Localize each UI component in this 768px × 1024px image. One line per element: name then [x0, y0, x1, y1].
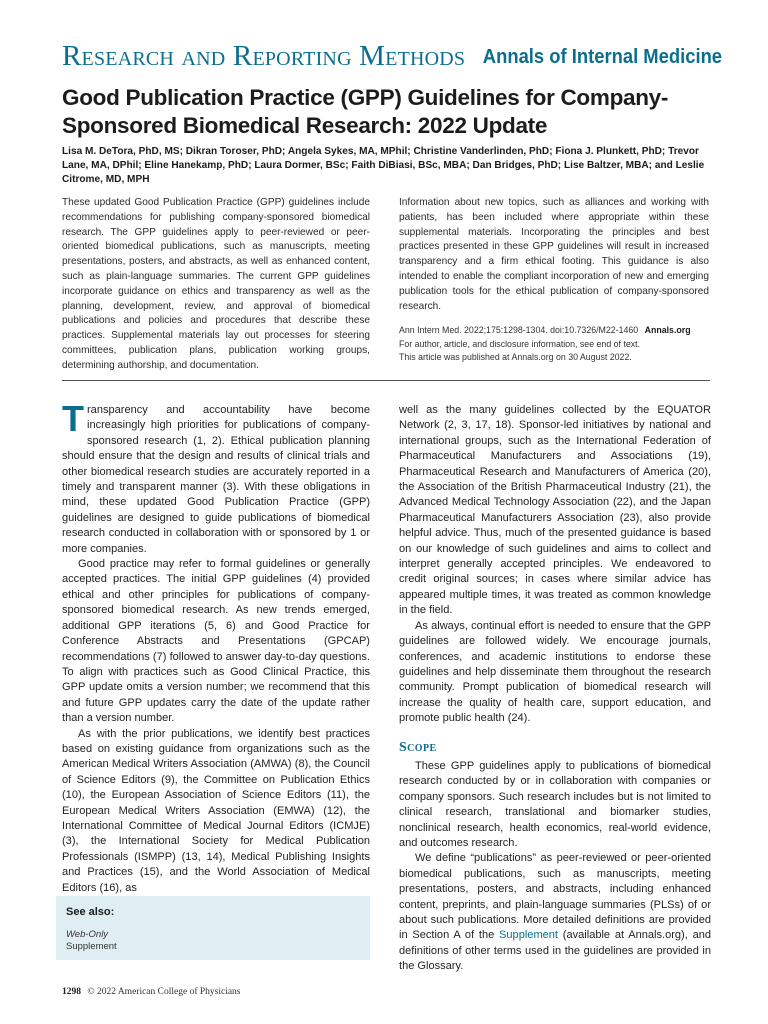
section-divider [62, 380, 710, 381]
paragraph: As always, continual effort is needed to ensure that the GPP guidelines are followed widely. We encourage journals, conferences, and academic institutions to endorse these guidelines and help disseminate them throughout the research community. Prompt publication of biomedical research will increase the quality of health care, support education, and promote public health (24). [399, 619, 711, 725]
body-column-left [62, 398, 370, 896]
scope-heading: Scope [399, 739, 437, 755]
disclosure-note: For author, article, and disclosure information, see end of text. [399, 338, 641, 349]
journal-name: Annals of Internal Medicine [482, 46, 722, 68]
section-title: Research and Reporting Methods [62, 40, 466, 72]
see-also-box [56, 896, 370, 960]
see-also-title: See also: [66, 906, 115, 918]
page-number: 1298 [62, 987, 81, 997]
paragraph: These GPP guidelines apply to publications of biomedical research conducted by or in collaboration with companies or company sponsors. Such research includes but is not limited to clinical research, translational and biomarker studies, nonclinical research, health economics, real-world evidence, and outcomes research. [399, 759, 711, 849]
citation-line [399, 324, 719, 338]
author-list: Lisa M. DeTora, PhD, MS; Dikran Toroser, PhD; Angela Sykes, MA, MPhil; Christine Vanderlinden, PhD; Fiona J. Plunkett, PhD; Trevor Lane, MA, DPhil; Eline Hanekamp, PhD; Laura Dormer, BSc; Faith DiBiasi, BSc, MBA; Dan Bridges, PhD; Lise Baltzer, MBA; and Leslie Citrome, MD, MPH [62, 146, 705, 186]
paragraph-text: (available at Annals.org), and definitions of other terms used in the guidelines are provided in the Glossary. [399, 929, 711, 973]
paragraph [399, 851, 711, 974]
annals-link[interactable]: Annals.org [644, 325, 691, 335]
paragraph-text: ransparency and accountability have become increasingly high priorities for publications of company-sponsored research (1, 2). Ethical publication planning should ensure that the design and results of clinical trials and other biomedical research studies are accurately reported in a timely and transparent manner (3). With these obligations in mind, these updated Good Publication Practice (GPP) guidelines are designed to guide publications of biomedical research conducted in collaboration with or sponsored by 1 or more companies. [62, 404, 370, 555]
paragraph-text: We define “publications” as peer-reviewed or peer-oriented biomedical publications, such as manuscripts, meeting presentations, posters, and abstracts, including enhanced content, preprints, and plain-language summaries (PLSs) of or about such publications. More detailed definitions are provided in Section A of the [399, 852, 711, 942]
paragraph [62, 398, 370, 557]
see-also-web-only: Web-Only [66, 929, 109, 940]
citation-block [399, 324, 719, 365]
see-also-supplement-link[interactable]: Supplement [66, 941, 117, 952]
citation-ref: Ann Intern Med. 2022;175:1298-1304. doi:10.7326/M22-1460 [399, 325, 639, 335]
paragraph: Good practice may refer to formal guidelines or generally accepted practices. The initial GPP guidelines (4) provided ethical and other principles for publications of company-sponsored biomedical research. As new trends emerged, additional GPP iterations (5, 6) and Good Practice for Conference Abstracts and Presentations (GPCAP) recommendations (7) followed to answer day-to-day questions. To align with practices such as Good Clinical Practice, this GPP update omits a version number; we recommend that this and future GPP updates carry the date of the update rather than a version number. [62, 558, 370, 725]
body-column-right [399, 403, 711, 975]
drop-cap: T [62, 398, 84, 439]
paragraph: As with the prior publications, we identify best practices based on existing guidance from organizations such as the American Medical Writers Association (AMWA) (8), the Council of Science Editors (9), the Committee on Publication Ethics (10), the European Association of Science Editors (11), the European Medical Writers Association (EMWA) (12), the International Committee of Medical Journal Editors (ICMJE) (3), the International Society for Medical Publication Professionals (ISMPP) (13, 14), Medical Publishing Insights and Practices (15), and the World Association of Medical Editors (16), as [62, 727, 370, 894]
paragraph: well as the many guidelines collected by the EQUATOR Network (2, 3, 17, 18). Sponsor-led initiatives by national and international groups, such as the International Federation of Pharmaceutical Manufacturers and Associations (19), Pharmaceutical Research and Manufacturers of America (20), the Association of the British Pharmaceutical Industry (21), the Advanced Medical Technology Association (22), and the Japan Pharmaceutical Manufacturers Association (23), also provide helpful advice. Thus, much of the presented guidance is based on our knowledge of such guidelines and aims to collect and interpret generally accepted principles. We endeavored to credit original sources; in cases where similar advice has appeared multiple times, it was treated as common knowledge in the field. [399, 404, 711, 617]
abstract-right: Information about new topics, such as alliances and working with patients, has been included where appropriate within these supplemental materials. Incorporating the principles and best practices presented in these GPP guidelines will result in increased transparency and a firm ethical footing. This guidance is also intended to enable the compliant incorporation of new and emerging publication tools for the ethical publication of company-sponsored research. [399, 197, 709, 312]
abstract-left: These updated Good Publication Practice (GPP) guidelines include recommendations for publishing company-sponsored biomedical research. The GPP guidelines apply to peer-reviewed or peer-oriented biomedical publications, such as manuscripts, meeting presentations, posters, and abstracts, as well as enhanced content, such as plain-language summaries. The current GPP guidelines incorporate guidance on ethics and transparency as well as the planning, development, review, and approval of biomedical publications and policies and procedures that describe these practices. Supplemental materials lay out processes for steering committees, publication plans, publication working groups, determining authorship, and documentation. [62, 197, 370, 371]
publication-date-note: This article was published at Annals.org on 30 August 2022. [399, 352, 632, 362]
page-footer [62, 987, 241, 997]
supplement-link[interactable]: Supplement [499, 929, 559, 942]
copyright: © 2022 American College of Physicians [87, 987, 241, 997]
article-title: Good Publication Practice (GPP) Guidelines for Company-Sponsored Biomedical Research: 2022 Update [62, 85, 669, 138]
page-header [62, 40, 722, 72]
